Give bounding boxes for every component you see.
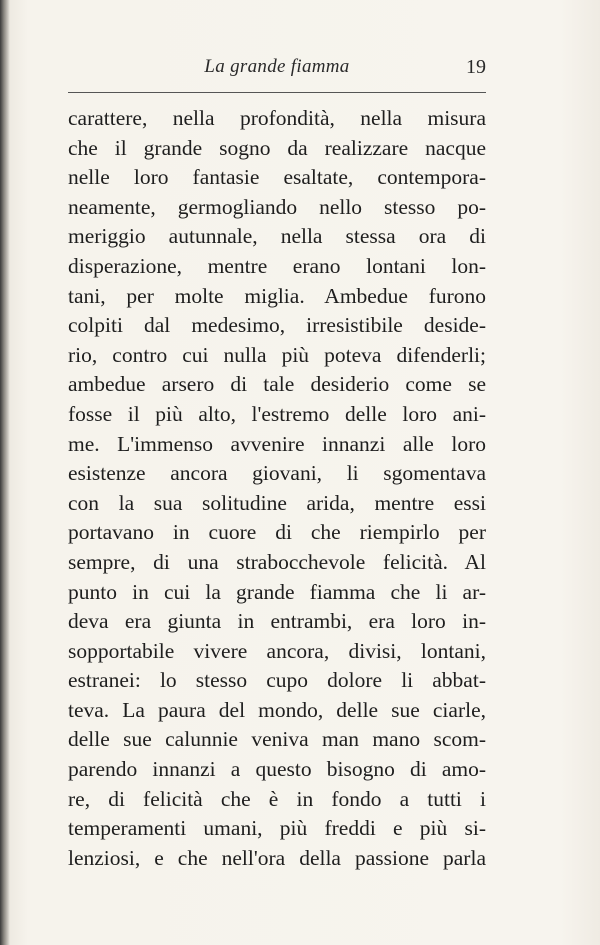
text-line: disperazione, mentre erano lontani lon-	[68, 253, 486, 278]
page-header	[68, 56, 486, 86]
text-line: che il grande sogno da realizzare nacque	[68, 135, 486, 160]
text-line: lenziosi, e che nell'ora della passione parla	[68, 845, 486, 870]
text-line: carattere, nella profondità, nella misura	[68, 106, 486, 130]
text-line: esistenze ancora giovani, li sgomentava	[68, 461, 486, 486]
text-line: re, di felicità che è in fondo a tutti i	[68, 786, 486, 811]
text-line: estranei: lo stesso cupo dolore li abbat-	[68, 668, 486, 693]
text-line: ambedue arsero di tale desiderio come se	[68, 372, 486, 397]
text-line: rio, contro cui nulla più poteva difenderli;	[68, 342, 486, 367]
text-line: nelle loro fantasie esaltate, contempora-	[68, 165, 486, 190]
text-line: deva era giunta in entrambi, era loro in-	[68, 609, 486, 634]
running-title: La grande fiamma	[204, 56, 350, 77]
text-line: portavano in cuore di che riempirlo per	[68, 520, 486, 545]
text-line: tani, per molte miglia. Ambedue furono	[68, 283, 486, 308]
text-line: parendo innanzi a questo bisogno di amo-	[68, 757, 486, 782]
text-line: neamente, germogliando nello stesso po-	[68, 194, 486, 219]
text-line: delle sue calunnie veniva man mano scom-	[68, 727, 486, 752]
text-line: con la sua solitudine arida, mentre essi	[68, 490, 486, 515]
text-line: punto in cui la grande fiamma che li ar-	[68, 579, 486, 604]
text-line: colpiti dal medesimo, irresistibile deside-	[68, 313, 486, 338]
body-text	[68, 104, 486, 873]
text-line: fosse il più alto, l'estremo delle loro ani-	[68, 401, 486, 426]
text-line: meriggio autunnale, nella stessa ora di	[68, 224, 486, 249]
text-line: teva. La paura del mondo, delle sue ciarle,	[68, 697, 486, 722]
header-rule	[68, 92, 486, 93]
text-line: me. L'immenso avvenire innanzi alle loro	[68, 431, 486, 456]
text-line: temperamenti umani, più freddi e più si-	[68, 816, 486, 841]
text-line: sempre, di una strabocchevole felicità. Al	[68, 549, 486, 574]
page-number: 19	[466, 56, 486, 78]
page-binding-edge	[0, 0, 10, 945]
text-line: sopportabile vivere ancora, divisi, lontani,	[68, 638, 486, 663]
